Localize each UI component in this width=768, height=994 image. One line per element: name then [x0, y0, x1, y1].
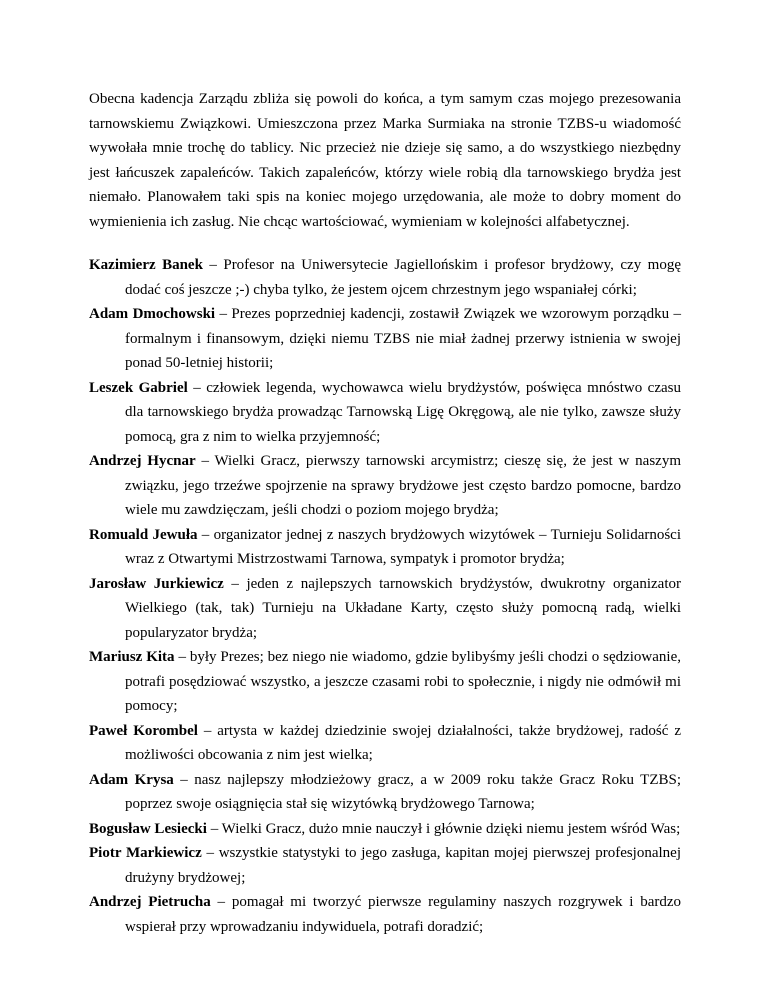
person-description: – nasz najlepszy młodzieżowy gracz, a w 2009 roku także Gracz Roku TZBS; poprzez swoje osiągnięcia stał się wizytówką brydżowego Tarnowa; — [125, 771, 681, 812]
list-item — [89, 572, 681, 646]
list-item — [89, 449, 681, 523]
person-name: Kazimierz Banek — [89, 257, 203, 273]
intro-paragraph: Obecna kadencja Zarządu zbliża się powoli do końca, a tym samym czas mojego prezesowania tarnowskiemu Związkowi. Umieszczona przez Marka Surmiaka na stronie TZBS-u wiadomość wywołała mnie trochę do tablicy. Nic przecież nie dzieje się samo, a do wszystkiego niezbędny jest łańcuszek zapaleńców. Takich zapaleńców, którzy wiele robią dla tarnowskiego brydża jest niemało. Planowałem taki spis na koniec mojego urzędowania, ale może to dobry moment do wymienienia ich zasług. Nie chcąc wartościować, wymieniam w kolejności alfabetycznej. — [89, 91, 681, 230]
person-description: – Profesor na Uniwersytecie Jagiellońskim i profesor brydżowy, czy mogę dodać coś jeszcze ;-) chyba tylko, że jestem ojcem chrzestnym jego wspaniałej córki; — [125, 257, 681, 298]
person-name: Andrzej Hycnar — [89, 453, 196, 469]
person-description: – były Prezes; bez niego nie wiadomo, gdzie bylibyśmy jeśli chodzi o sędziowanie, potrafi posędziować wszystko, a jeszcze czasami robi to społecznie, i nigdy nie odmówił mi pomocy; — [125, 649, 681, 714]
person-description: – Wielki Gracz, dużo mnie nauczył i głównie dzięki niemu jestem wśród Was; — [206, 820, 681, 837]
list-item — [89, 841, 681, 890]
list-item — [89, 890, 681, 939]
list-item — [89, 376, 681, 450]
list-item — [89, 645, 681, 719]
person-name: Andrzej Pietrucha — [89, 894, 211, 910]
person-description: – jeden z najlepszych tarnowskich brydżystów, dwukrotny organizator Wielkiego (tak, tak) Turnieju na Układane Karty, często służy pomocną radą, wielki popularyzator brydża; — [125, 575, 681, 641]
person-name: Jarosław Jurkiewicz — [89, 575, 224, 592]
person-description: – Prezes poprzedniej kadencji, zostawił Związek we wzorowym porządku – formalnym i finansowym, dzięki niemu TZBS nie miał żadnej przerwy istnienia w swojej ponad 50-letniej historii; — [125, 306, 681, 371]
document-page — [89, 87, 681, 939]
person-name: Romuald Jewuła — [89, 526, 198, 543]
person-description: – Wielki Gracz, pierwszy tarnowski arcymistrz; cieszę się, że jest w naszym związku, jego trzeźwe spojrzenie na sprawy brydżowe jest często bardzo pomocne, bardzo wiele mu zawdzięczam, jeśli chodzi o poziom mojego brydża; — [125, 453, 681, 518]
person-description: – organizator jednej z naszych brydżowych wizytówek – Turnieju Solidarności wraz z Otwartymi Mistrzostwami Tarnowa, sympatyk i promotor brydża; — [125, 526, 682, 567]
person-description: – pomagał mi tworzyć pierwsze regulaminy naszych rozgrywek i bardzo wspierał przy wprowadzaniu indywiduela, potrafi doradzić; — [125, 894, 682, 935]
list-item — [89, 523, 681, 572]
person-name: Piotr Markiewicz — [89, 845, 202, 861]
person-description: – artysta w każdej dziedzinie swojej działalności, także brydżowej, radość z możliwości obcowania z nim jest wielka; — [125, 722, 681, 763]
acknowledgements-list — [89, 253, 681, 939]
list-item — [89, 253, 681, 302]
person-name: Leszek Gabriel — [89, 379, 188, 396]
person-description: – wszystkie statystyki to jego zasługa, kapitan mojej pierwszej profesjonalnej drużyny brydżowej; — [125, 845, 682, 886]
list-item — [89, 302, 681, 376]
person-name: Mariusz Kita — [89, 649, 175, 665]
list-item — [89, 768, 681, 817]
list-item — [89, 719, 681, 768]
list-item — [89, 817, 681, 842]
person-name: Bogusław Lesiecki — [89, 820, 207, 837]
person-name: Paweł Korombel — [89, 722, 198, 739]
person-name: Adam Dmochowski — [89, 306, 216, 322]
person-description: – człowiek legenda, wychowawca wielu brydżystów, poświęca mnóstwo czasu dla tarnowskiego brydża prowadząc Tarnowską Ligę Okręgową, ale nie tylko, zawsze służy pomocą, gra z nim to wielka przyjemność; — [125, 379, 681, 445]
person-name: Adam Krysa — [89, 771, 174, 788]
